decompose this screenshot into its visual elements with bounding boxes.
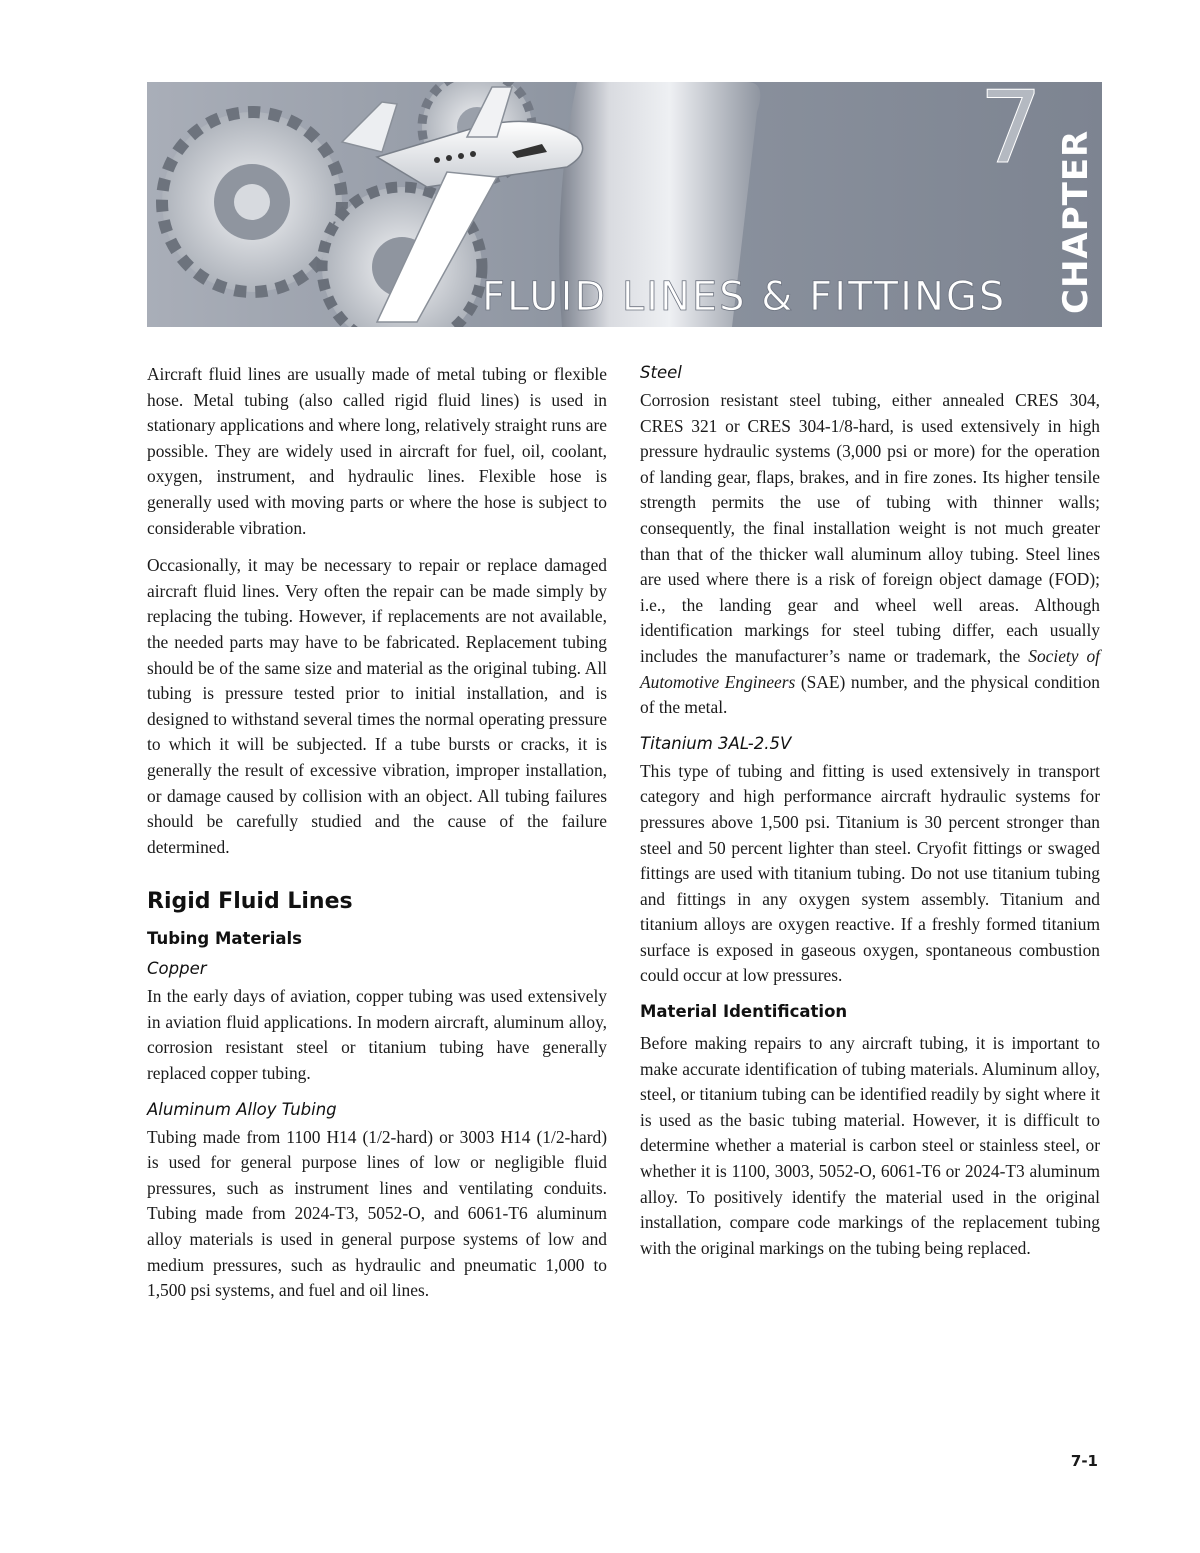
steel-text-b: (SAE) number, and the physical condition of the metal. — [640, 671, 1100, 718]
chapter-title: FLUID LINES & FITTINGS — [482, 274, 1007, 320]
chapter-banner — [147, 82, 1102, 327]
steel-text-italic: Society of Automotive Engineers — [640, 645, 1100, 692]
intro-paragraph-1: Aircraft fluid lines are usually made of metal tubing or flexible hose. Metal tubing (also called rigid fluid lines) is used in stationary applications and where long, relatively straight runs are possible. They are widely used in aircraft for fuel, oil, coolant, oxygen, instrument, and hydraulic lines. Flexible hose is generally used with moving parts or where the hose is subject to considerable vibration. — [147, 364, 607, 538]
heading-tubing-materials: Tubing Materials — [147, 929, 302, 949]
steel-text-a: Corrosion resistant steel tubing, either annealed CRES 304, CRES 321 or CRES 304-1/8-hard, is used extensively in high pressure hydraulic systems (3,000 psi or more) for the operation of landing gear, flaps, brakes, and in fire zones. Its higher tensile strength permits the use of tubing with thinner walls; consequently, the final installation weight is not much greater than that of the thicker wall aluminum alloy tubing. Steel lines are used where there is a risk of foreign object damage (FOD); i.e., the landing gear and wheel well areas. Although identification markings for steel tubing differ, each usually includes the manufacturer’s name or trademark, the — [640, 390, 1100, 666]
heading-rigid-fluid-lines: Rigid Fluid Lines — [147, 889, 353, 915]
material-identification-paragraph: Before making repairs to any aircraft tubing, it is important to make accurate identification of tubing materials. Aluminum alloy, steel, or titanium tubing can be identified readily by sight where it is used as the basic tubing material. However, it is difficult to determine whether a material is carbon steel or stainless steel, or whether it is 1100, 3003, 5052-O, 6061-T6 or 2024-T3 aluminum alloy. To positively identify the material used in the original installation, compare code markings of the replacement tubing with the original markings on the tubing being replaced. — [640, 1033, 1100, 1258]
titanium-paragraph: This type of tubing and fitting is used extensively in transport category and high performance aircraft hydraulic systems for pressures above 1,500 psi. Titanium is 30 percent stronger than steel and 50 percent lighter than steel. Cryofit fittings or swaged fittings are used with titanium tubing. Do not use titanium tubing and fittings in any oxygen system assembly. Titanium and titanium alloys are oxygen reactive. If a freshly formed titanium surface is exposed in gaseous oxygen, spontaneous combustion could occur at low pressures. — [640, 760, 1100, 986]
chapter-label: CHAPTER — [1056, 129, 1096, 314]
steel-paragraph — [640, 388, 1100, 721]
heading-aluminum-alloy: Aluminum Alloy Tubing — [147, 1099, 337, 1119]
aluminum-paragraph: Tubing made from 1100 H14 (1/2-hard) or 3003 H14 (1/2-hard) is used for general purpose lines of low or negligible fluid pressures, such as instrument lines and ventilating conduits. Tubing made from 2024-T3, 5052-O, and 6061-T6 aluminum alloy materials is used in general purpose systems of low and medium pressures, such as hydraulic and pneumatic 1,000 to 1,500 psi systems, and fuel and oil lines. — [147, 1126, 607, 1301]
left-column — [147, 362, 607, 1316]
chapter-number: 7 — [979, 82, 1043, 186]
heading-titanium: Titanium 3AL-2.5V — [640, 733, 792, 753]
heading-steel: Steel — [640, 363, 682, 382]
copper-paragraph: In the early days of aviation, copper tubing was used extensively in aviation fluid applications. In modern aircraft, aluminum alloy, corrosion resistant steel or titanium tubing have generally replaced copper tubing. — [147, 986, 607, 1084]
page-number: 7-1 — [1070, 1452, 1098, 1470]
intro-paragraph-2: Occasionally, it may be necessary to repair or replace damaged aircraft fluid lines. Very often the repair can be made simply by replacing the tubing. However, if replacements are not available, the needed parts may have to be fabricated. Replacement tubing should be of the same size and material as the original tubing. All tubing is pressure tested prior to initial installation, and is designed to withstand several times the normal operating pressure to which it will be subjected. If a tube bursts or cracks, it is generally the result of excessive vibration, improper installation, or damage caused by collision with an object. All tubing failures should be carefully studied and the cause of the failure determined. — [147, 555, 607, 857]
heading-material-identification: Material Identification — [640, 1002, 848, 1022]
right-column — [640, 362, 1100, 1273]
heading-copper: Copper — [147, 959, 207, 979]
